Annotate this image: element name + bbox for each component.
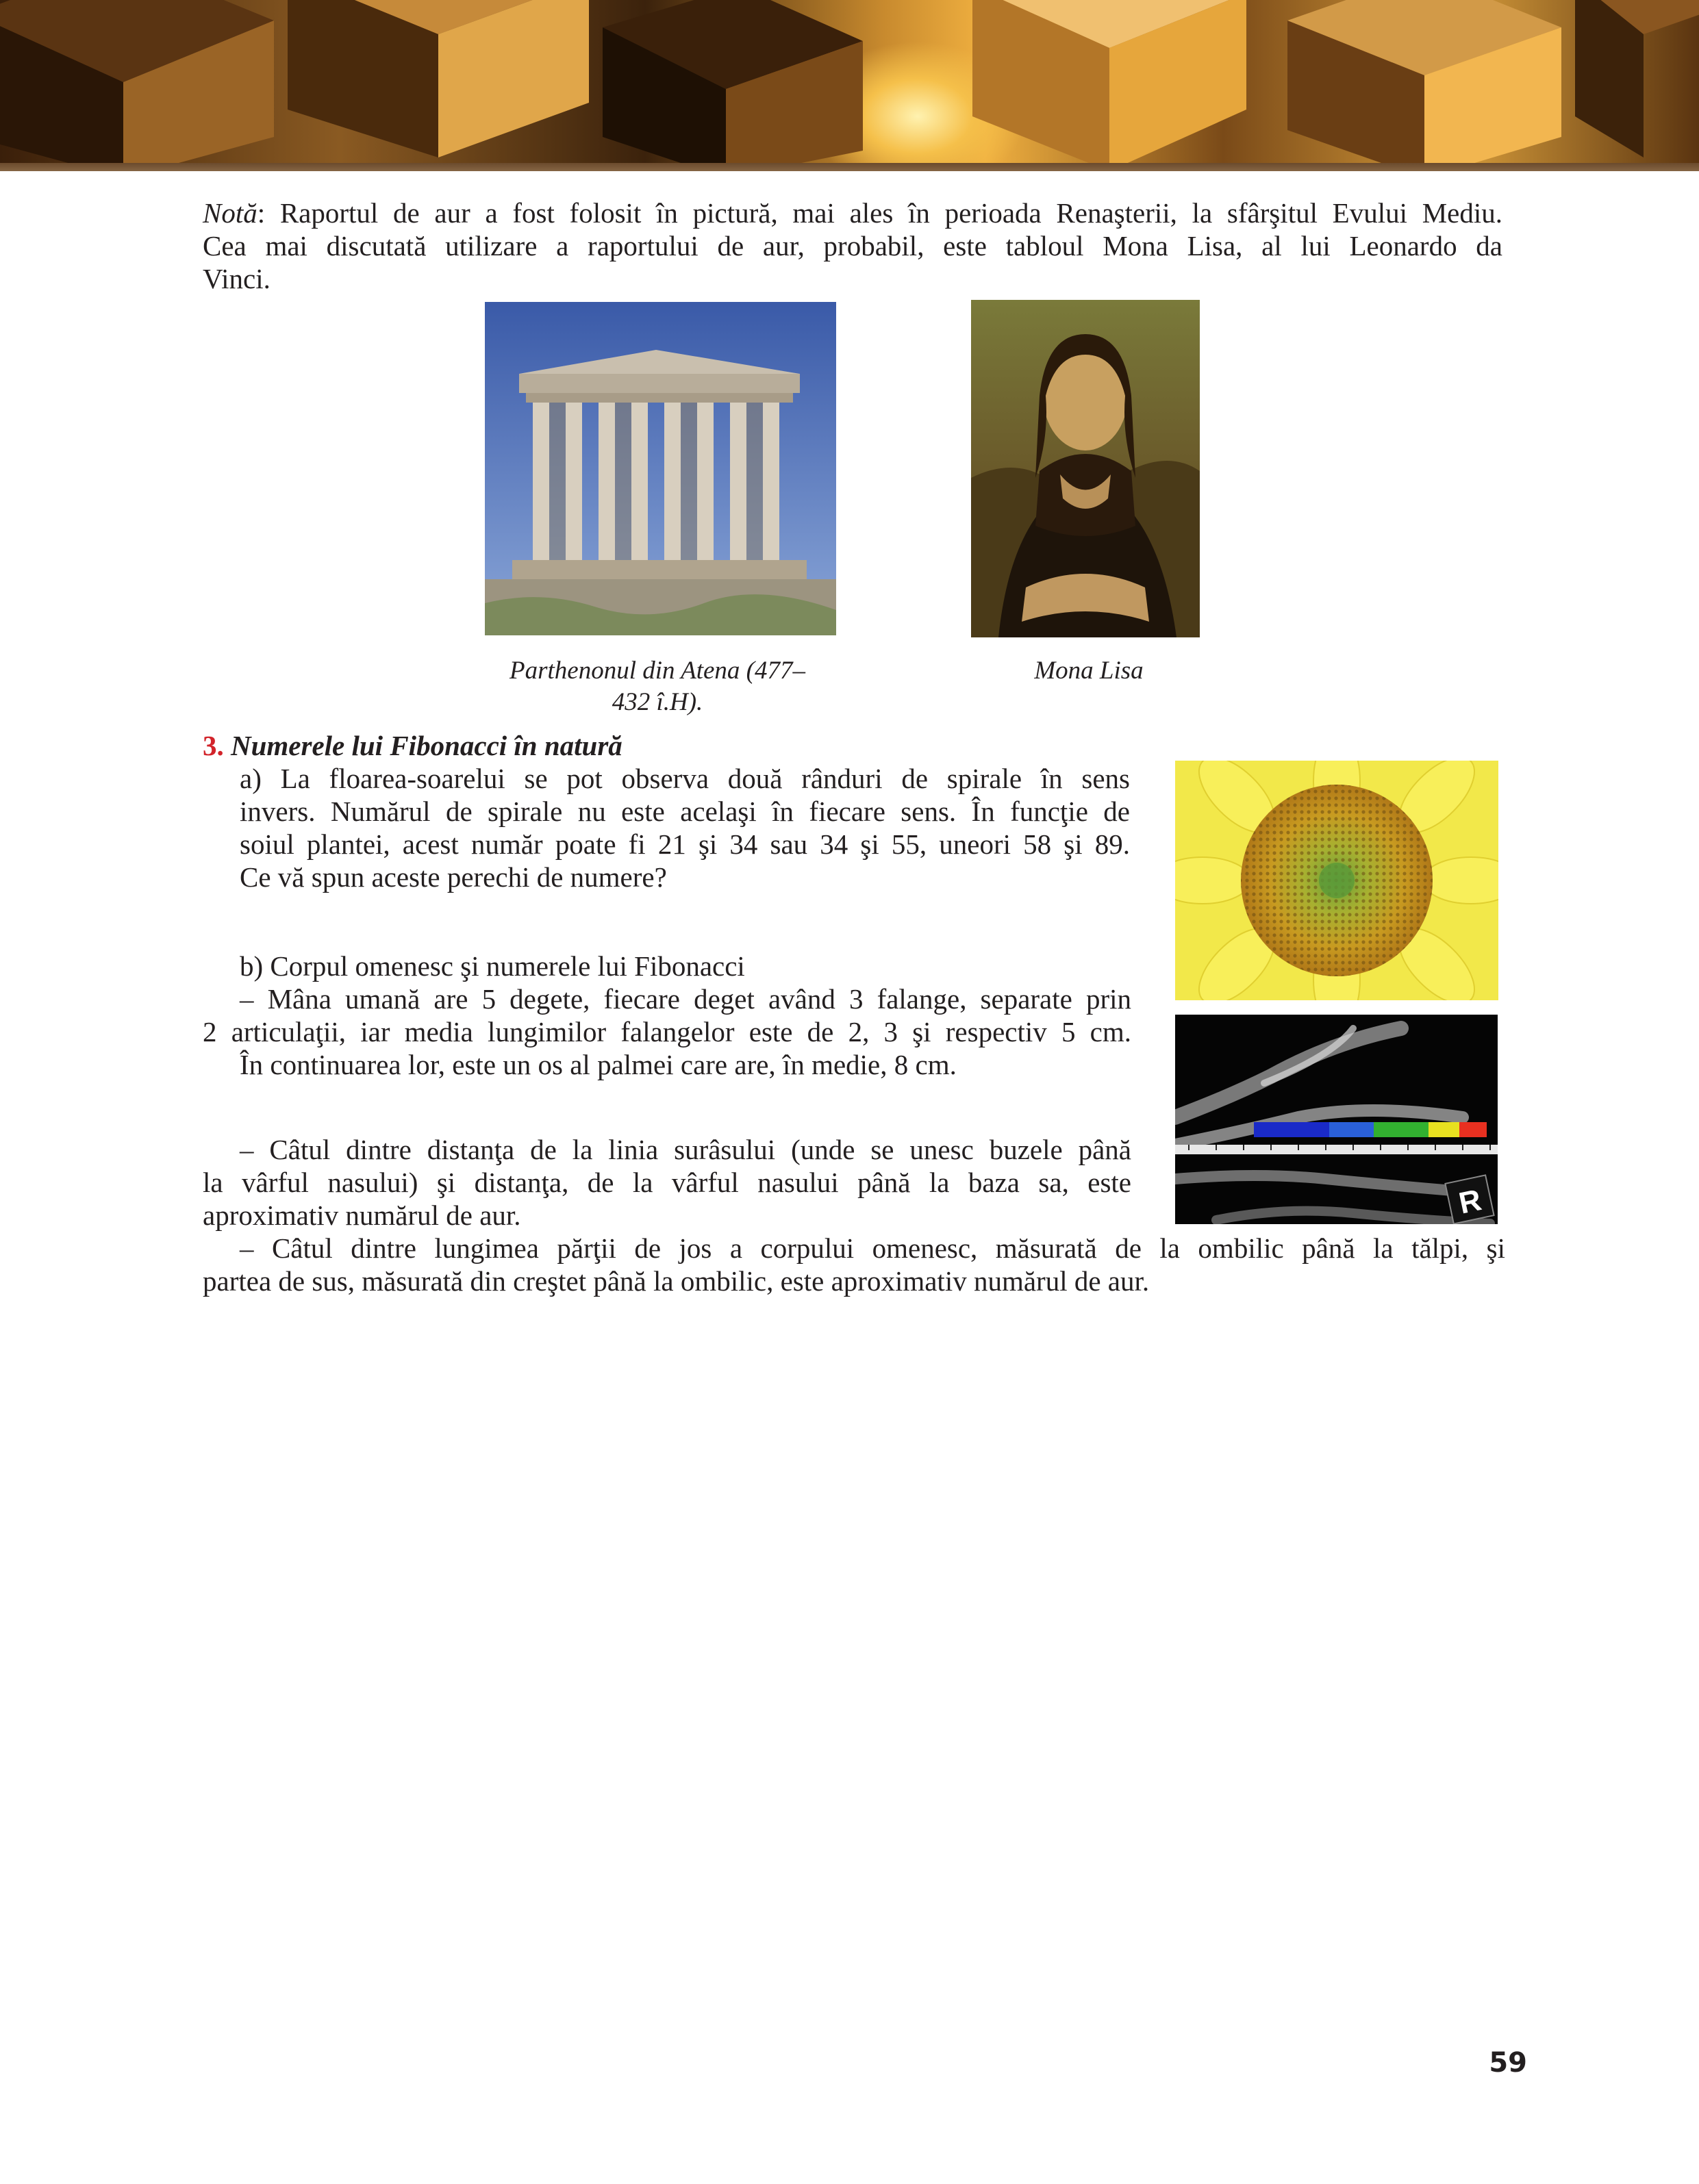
- part-b-hand-line-2: 2 articulaţii, iar media lungimilor falangelor este de 2, 3 şi respectiv 5 cm.: [203, 1016, 1131, 1047]
- part-b-hand-line-1: – Mâna umană are 5 degete, fiecare deget având 3 falange, separate prin: [240, 983, 1131, 1015]
- parthenon-caption-line-2: 432 î.H).: [612, 688, 703, 716]
- part-a-line-1: a) La floarea-soarelui se pot observa două rânduri de spirale în sens: [240, 763, 1130, 794]
- note-line-1-text: : Raportul de aur a fost folosit în pictură, mai ales în perioada Renaşterii, la sfârşitul Evului Mediu.: [257, 197, 1502, 229]
- part-a-line-3: soiul plantei, acest număr poate fi 21 şi 34 sau 34 şi 55, uneori 58 şi 89.: [240, 828, 1130, 860]
- page-number: 59: [1489, 2047, 1527, 2079]
- part-b-smile-line-1: – Câtul dintre distanţa de la linia surâsului (unde se unesc buzele până: [240, 1134, 1131, 1165]
- part-b-smile-line-2: la vârful nasului) şi distanţa, de la vârful nasului până la baza sa, este: [203, 1167, 1131, 1198]
- note-line-3: Vinci.: [203, 263, 270, 294]
- part-a-line-2: invers. Numărul de spirale nu este acelaşi în fiecare sens. În funcţie de: [240, 796, 1130, 827]
- banner-bottom-rule: [0, 163, 1699, 171]
- hand-xray-image: [1175, 1015, 1498, 1224]
- part-b-heading: b) Corpul omenesc şi numerele lui Fibonacci: [240, 950, 745, 982]
- mona-lisa-image: [971, 300, 1200, 637]
- section-heading: [203, 730, 1024, 762]
- part-b-body-line-1: – Câtul dintre lungimea părţii de jos a corpului omenesc, măsurată de la ombilic până la tălpi, şi: [240, 1232, 1505, 1264]
- parthenon-image: [485, 302, 836, 635]
- part-a-line-4: Ce vă spun aceste perechi de numere?: [240, 861, 667, 893]
- parthenon-caption-line-1: Parthenonul din Atena (477–: [509, 657, 805, 685]
- part-b-hand-line-3: În continuarea lor, este un os al palmei care are, în medie, 8 cm.: [240, 1049, 957, 1080]
- part-b-body-line-2: partea de sus, măsurată din creştet până la ombilic, este aproximativ numărul de aur.: [203, 1265, 1150, 1297]
- mona-lisa-caption: Mona Lisa: [1034, 657, 1144, 685]
- part-b-smile-line-3: aproximativ numărul de aur.: [203, 1199, 521, 1231]
- note-label: Notă: [203, 197, 257, 229]
- note-line-1: [203, 197, 1502, 229]
- sunflower-image: [1175, 761, 1498, 1000]
- header-banner: [0, 0, 1699, 171]
- xray-marker-label: R: [1456, 1183, 1485, 1221]
- section-title: Numerele lui Fibonacci în natură: [231, 730, 622, 761]
- gold-cubes-graphic: [0, 0, 1699, 164]
- note-line-2: Cea mai discutată utilizare a raportului de aur, probabil, este tabloul Mona Lisa, al lui Leonardo da: [203, 230, 1502, 262]
- section-number: 3.: [203, 730, 224, 761]
